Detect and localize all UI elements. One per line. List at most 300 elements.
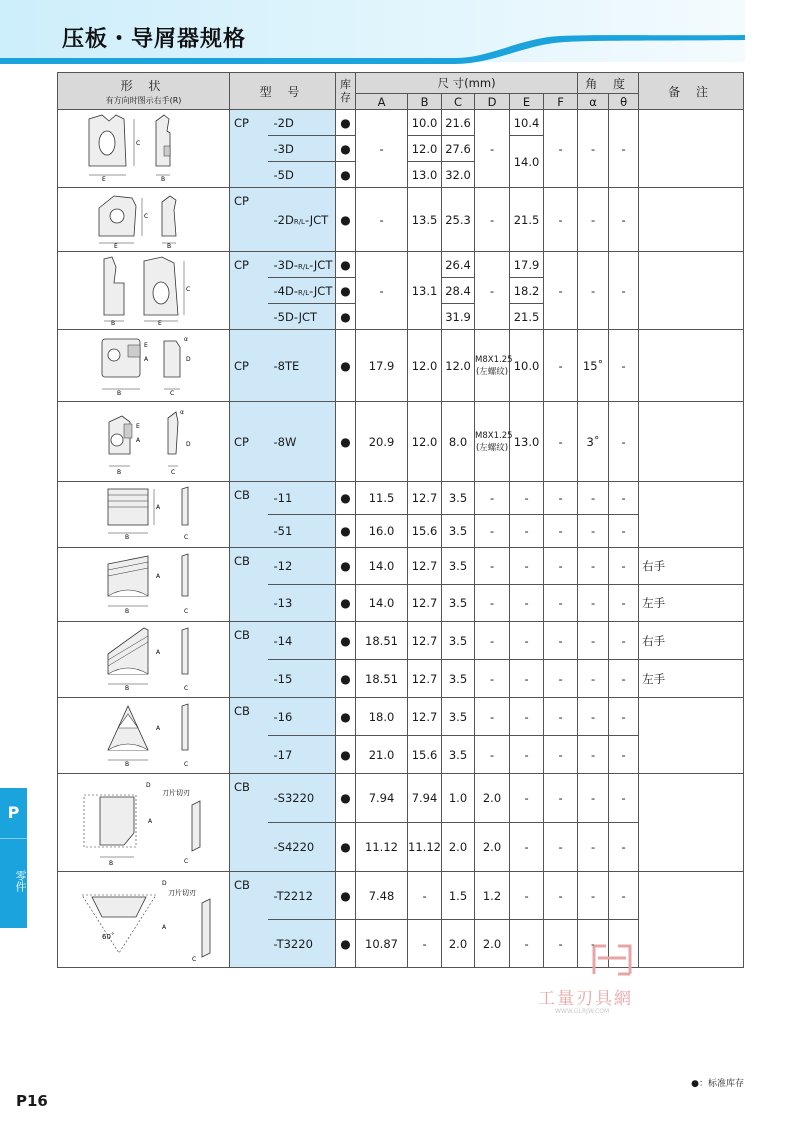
dim-d: -	[475, 515, 510, 548]
dim-d: -	[475, 622, 510, 660]
dim-b: 12.7	[408, 482, 442, 515]
dim-label-a: A	[155, 573, 160, 580]
dim-label-d: D	[161, 880, 167, 887]
dim-a: 17.9	[356, 330, 408, 402]
stock-marker: ●	[336, 660, 356, 698]
stock-marker: ●	[336, 774, 356, 823]
dim-a: 14.0	[356, 585, 408, 622]
model-hand-suffix: R/L	[297, 288, 310, 297]
dim-label-c: C	[183, 685, 188, 692]
dim-f: -	[544, 252, 578, 330]
dim-label-d: D	[185, 441, 191, 448]
drawing-cp-clamp	[64, 111, 224, 183]
dim-c: 2.0	[442, 823, 475, 872]
model-cell: -5D-JCT	[268, 304, 336, 330]
series-code: CP	[230, 110, 268, 188]
shape-drawing-cp-2d-jct	[58, 188, 230, 252]
side-tab-divider	[0, 838, 27, 839]
stock-marker: ●	[336, 278, 356, 304]
remark-cell: 右手	[639, 548, 744, 585]
angle-theta: -	[609, 110, 639, 188]
dim-label-b: B	[110, 320, 115, 325]
dim-b: 12.0	[408, 402, 442, 482]
angle-theta: -	[609, 330, 639, 402]
dim-label-e: E	[113, 243, 118, 248]
drawing-cb-pointed	[64, 624, 224, 692]
drawing-cp-jct-large	[64, 253, 224, 325]
dim-b: 12.0	[408, 330, 442, 402]
stock-marker: ●	[336, 548, 356, 585]
angle-alpha: -	[578, 585, 609, 622]
angle-theta: -	[609, 920, 639, 968]
dim-d: 2.0	[475, 920, 510, 968]
angle-alpha: -	[578, 920, 609, 968]
dim-b: 15.6	[408, 736, 442, 774]
series-code: CB	[230, 548, 268, 622]
angle-alpha: -	[578, 698, 609, 736]
model-cell: -2D	[268, 110, 336, 136]
series-code: CP	[230, 330, 268, 402]
shape-drawing-cb-16	[58, 698, 230, 774]
drawing-cb-square	[64, 775, 224, 867]
page-number: P16	[16, 1092, 48, 1110]
dim-a: -	[356, 110, 408, 188]
dim-d: -	[475, 548, 510, 585]
shape-drawing-cp-2d	[58, 110, 230, 188]
stock-marker: ●	[336, 402, 356, 482]
shape-drawing-cp-8w	[58, 402, 230, 482]
dim-d: 1.2	[475, 872, 510, 920]
drawing-cp-8w	[64, 404, 224, 476]
dim-f: -	[544, 736, 578, 774]
dim-b: 12.7	[408, 585, 442, 622]
dim-c: 3.5	[442, 585, 475, 622]
dim-label-a: A	[155, 649, 160, 656]
dim-c: 3.5	[442, 736, 475, 774]
remark-cell	[639, 482, 744, 548]
dim-e: 14.0	[510, 136, 544, 188]
angle-alpha: -	[578, 188, 609, 252]
header-col-theta: θ	[609, 94, 639, 110]
remark-cell: 左手	[639, 660, 744, 698]
stock-marker: ●	[336, 304, 356, 330]
dim-label-e: E	[135, 423, 140, 430]
model-cell: -15	[268, 660, 336, 698]
dim-label-a: A	[143, 356, 148, 363]
dim-b: 12.0	[408, 136, 442, 162]
dim-e: 21.5	[510, 304, 544, 330]
drawing-cp-8te	[64, 331, 224, 397]
angle-alpha: -	[578, 872, 609, 920]
drawing-cp-jct	[64, 188, 224, 248]
dim-label-c: C	[143, 213, 148, 220]
dim-b: 10.0	[408, 110, 442, 136]
header-shape-label: 形 状	[120, 78, 167, 93]
remark-cell	[639, 110, 744, 188]
dim-label-alpha: α	[179, 409, 184, 416]
dim-c: 21.6	[442, 110, 475, 136]
dim-label-a: A	[135, 437, 140, 444]
angle-theta: -	[609, 548, 639, 585]
angle-alpha: -	[578, 660, 609, 698]
dim-e: -	[510, 872, 544, 920]
model-cell: -13	[268, 585, 336, 622]
dim-a: 11.12	[356, 823, 408, 872]
series-code: CB	[230, 482, 268, 548]
dim-e: 17.9	[510, 252, 544, 278]
dim-d: 2.0	[475, 823, 510, 872]
dim-e: -	[510, 698, 544, 736]
angle-theta: -	[609, 622, 639, 660]
dim-b: 13.0	[408, 162, 442, 188]
header-col-d: D	[475, 94, 510, 110]
header-col-b: B	[408, 94, 442, 110]
model-cell: -S3220	[268, 774, 336, 823]
remark-cell	[639, 330, 744, 402]
remark-cell: 左手	[639, 585, 744, 622]
spec-table	[57, 72, 744, 968]
side-tab-letter: P	[7, 803, 20, 822]
header-stock: 库存	[336, 73, 356, 110]
dim-e: -	[510, 736, 544, 774]
stock-marker: ●	[336, 698, 356, 736]
header-col-c: C	[442, 94, 475, 110]
stock-marker: ●	[336, 330, 356, 402]
dim-b: 13.5	[408, 188, 442, 252]
model-code: -4D-	[273, 283, 298, 298]
dim-d: -	[475, 585, 510, 622]
angle-theta: -	[609, 515, 639, 548]
angle-theta: -	[609, 585, 639, 622]
angle-theta: -	[609, 660, 639, 698]
dim-a: 20.9	[356, 402, 408, 482]
drawing-cb-angled	[64, 550, 224, 616]
dim-e: -	[510, 660, 544, 698]
dim-d: -	[475, 660, 510, 698]
model-cell: -8TE	[268, 330, 336, 402]
angle-alpha: -	[578, 622, 609, 660]
series-code: CB	[230, 872, 268, 968]
angle-alpha: 3˚	[578, 402, 609, 482]
shape-drawing-cb-14	[58, 622, 230, 698]
stock-marker: ●	[336, 515, 356, 548]
dim-d: 2.0	[475, 774, 510, 823]
dim-f: -	[544, 774, 578, 823]
stock-marker: ●	[336, 585, 356, 622]
remark-cell	[639, 402, 744, 482]
dim-label-a: A	[155, 725, 160, 732]
header-angle: 角 度	[578, 73, 639, 94]
header-shape-note: 有方向时图示右手(R)	[105, 95, 182, 105]
dim-e: 13.0	[510, 402, 544, 482]
model-cell: -5D	[268, 162, 336, 188]
remark-cell	[639, 252, 744, 330]
dim-f: -	[544, 920, 578, 968]
dim-e: -	[510, 548, 544, 585]
dim-label-b: B	[124, 534, 129, 541]
dim-label-e: E	[143, 342, 148, 349]
dim-a: 11.5	[356, 482, 408, 515]
dim-a: 18.0	[356, 698, 408, 736]
angle-alpha: 15˚	[578, 330, 609, 402]
dim-c: 12.0	[442, 330, 475, 402]
dim-a: 18.51	[356, 660, 408, 698]
model-cell: -T3220	[268, 920, 336, 968]
series-code: CB	[230, 622, 268, 698]
dim-label-c: C	[183, 858, 188, 865]
dim-d: -	[475, 736, 510, 774]
dim-label-a: A	[147, 818, 152, 825]
dim-c: 3.5	[442, 548, 475, 585]
shape-drawing-cp-8te	[58, 330, 230, 402]
dim-f: -	[544, 698, 578, 736]
dim-a: -	[356, 252, 408, 330]
angle-alpha: -	[578, 515, 609, 548]
dim-d: -	[475, 110, 510, 188]
remark-cell	[639, 774, 744, 872]
dim-f: -	[544, 515, 578, 548]
dim-label-b: B	[124, 685, 129, 692]
dim-e: 21.5	[510, 188, 544, 252]
dim-c: 1.0	[442, 774, 475, 823]
stock-marker: ●	[336, 188, 356, 252]
model-cell	[268, 188, 336, 252]
shape-drawing-cb-11	[58, 482, 230, 548]
dim-label-a: A	[155, 504, 160, 511]
dim-c: 8.0	[442, 402, 475, 482]
blade-edge-label: 刀片切刃	[167, 889, 196, 897]
shape-drawing-cb-12	[58, 548, 230, 622]
header-col-alpha: α	[578, 94, 609, 110]
drawing-cb-triangle-insert	[64, 873, 224, 963]
stock-marker: ●	[336, 622, 356, 660]
dim-c: 27.6	[442, 136, 475, 162]
model-cell: -T2212	[268, 872, 336, 920]
dim-label-c: C	[185, 286, 190, 293]
dim-f: -	[544, 622, 578, 660]
dim-c: 32.0	[442, 162, 475, 188]
dim-d: -	[475, 188, 510, 252]
dim-label-c: C	[170, 469, 175, 476]
stock-legend: ●：标准库存	[691, 1079, 744, 1089]
dim-e: 18.2	[510, 278, 544, 304]
dim-b: 12.7	[408, 548, 442, 585]
angle-alpha: -	[578, 252, 609, 330]
dim-a: 14.0	[356, 548, 408, 585]
angle-theta: -	[609, 872, 639, 920]
model-hand-suffix: R/L	[297, 262, 310, 271]
series-code: CB	[230, 698, 268, 774]
dim-e: -	[510, 774, 544, 823]
watermark-text: 工量刃具網	[538, 989, 633, 1009]
header-col-f: F	[544, 94, 578, 110]
dim-b: 15.6	[408, 515, 442, 548]
model-cell: -3D	[268, 136, 336, 162]
dim-label-b: B	[124, 761, 129, 768]
dim-c: 3.5	[442, 482, 475, 515]
dim-b: 7.94	[408, 774, 442, 823]
remark-cell: 右手	[639, 622, 744, 660]
dim-c: 26.4	[442, 252, 475, 278]
series-code: CP	[230, 402, 268, 482]
dim-e: -	[510, 482, 544, 515]
angle-alpha: -	[578, 110, 609, 188]
dim-c: 2.0	[442, 920, 475, 968]
dim-e: 10.4	[510, 110, 544, 136]
side-tab-label: 零件	[14, 870, 27, 892]
dim-e: -	[510, 585, 544, 622]
dim-f: -	[544, 402, 578, 482]
model-tail: -JCT	[304, 212, 329, 227]
dim-b: -	[408, 920, 442, 968]
angle-theta: -	[609, 736, 639, 774]
stock-marker: ●	[336, 872, 356, 920]
dim-a: 18.51	[356, 622, 408, 660]
model-cell	[268, 252, 336, 278]
series-code: CB	[230, 774, 268, 872]
dim-d-thread: M8X1.25	[475, 430, 513, 441]
model-cell: -14	[268, 622, 336, 660]
dim-d-note: (左螺纹)	[475, 366, 509, 377]
angle-theta: -	[609, 774, 639, 823]
header-remark: 备 注	[639, 73, 744, 110]
model-code: -3D-	[273, 257, 298, 272]
dim-label-e: E	[101, 176, 106, 183]
dim-c: 28.4	[442, 278, 475, 304]
dim-a: 21.0	[356, 736, 408, 774]
angle-alpha: -	[578, 823, 609, 872]
stock-marker: ●	[336, 482, 356, 515]
dim-e: 10.0	[510, 330, 544, 402]
dim-a: 10.87	[356, 920, 408, 968]
dim-a: 7.48	[356, 872, 408, 920]
dim-f: -	[544, 660, 578, 698]
dim-d: -	[475, 698, 510, 736]
header-col-e: E	[510, 94, 544, 110]
model-cell: -11	[268, 482, 336, 515]
page-title: 压板・导屑器规格	[62, 27, 247, 52]
dim-a: 16.0	[356, 515, 408, 548]
stock-marker: ●	[336, 162, 356, 188]
dim-label-c: C	[191, 956, 196, 963]
dim-c: 3.5	[442, 622, 475, 660]
model-cell: -8W	[268, 402, 336, 482]
stock-marker: ●	[336, 736, 356, 774]
header-dimensions: 尺 寸(mm)	[356, 73, 578, 94]
model-tail: -JCT	[309, 283, 333, 298]
dim-label-b: B	[160, 176, 165, 183]
dim-a: 7.94	[356, 774, 408, 823]
dim-f: -	[544, 330, 578, 402]
dim-c: 3.5	[442, 660, 475, 698]
model-cell: -17	[268, 736, 336, 774]
shape-drawing-cp-3d-jct	[58, 252, 230, 330]
dim-label-c: C	[135, 140, 140, 147]
dim-d	[475, 330, 513, 402]
dim-label-c: C	[183, 534, 188, 541]
angle-theta: -	[609, 402, 639, 482]
angle-alpha: -	[578, 548, 609, 585]
angle-theta: -	[609, 823, 639, 872]
model-cell: -12	[268, 548, 336, 585]
dim-f: -	[544, 823, 578, 872]
angle-theta: -	[609, 482, 639, 515]
dim-d-thread: M8X1.25	[475, 354, 513, 365]
model-code: -2D	[273, 212, 294, 227]
dim-b: 12.7	[408, 660, 442, 698]
model-tail: -JCT	[309, 257, 333, 272]
header-shape	[58, 73, 230, 110]
dim-label-c: C	[183, 608, 188, 615]
dim-e: -	[510, 823, 544, 872]
dim-label-e: E	[157, 320, 162, 325]
dim-label-d: D	[145, 782, 151, 789]
drawing-cb-triangle	[64, 700, 224, 768]
dim-c: 25.3	[442, 188, 475, 252]
dim-b: 13.1	[408, 252, 442, 330]
dim-b: 12.7	[408, 698, 442, 736]
model-hand-suffix: R/L	[293, 217, 305, 226]
dim-label-c: C	[169, 390, 174, 397]
dim-b: -	[408, 872, 442, 920]
angle-alpha: -	[578, 774, 609, 823]
model-cell: -51	[268, 515, 336, 548]
shape-drawing-cb-s	[58, 774, 230, 872]
dim-label-d: D	[185, 356, 191, 363]
angle-alpha: -	[578, 736, 609, 774]
dim-f: -	[544, 110, 578, 188]
dim-d: -	[475, 252, 510, 330]
dim-b: 11.12	[408, 823, 442, 872]
model-cell: -S4220	[268, 823, 336, 872]
dim-a: -	[356, 188, 408, 252]
dim-label-c: C	[183, 761, 188, 768]
header-model: 型 号	[230, 73, 336, 110]
dim-c: 3.5	[442, 515, 475, 548]
angle-alpha: -	[578, 482, 609, 515]
header-col-a: A	[356, 94, 408, 110]
angle-60-label: 60˚	[101, 933, 114, 941]
dim-d	[475, 402, 513, 482]
blade-edge-label: 刀片切刃	[161, 789, 190, 797]
model-cell	[268, 278, 336, 304]
dim-c: 1.5	[442, 872, 475, 920]
angle-theta: -	[609, 698, 639, 736]
dim-label-b: B	[116, 390, 121, 397]
dim-label-b: B	[116, 469, 121, 476]
watermark-url: WWW.GLRJW.COM	[555, 1008, 610, 1015]
drawing-cb-chipbreaker	[64, 483, 224, 543]
stock-marker: ●	[336, 823, 356, 872]
dim-label-b: B	[166, 243, 171, 248]
dim-e: -	[510, 515, 544, 548]
series-code: CP	[230, 252, 268, 330]
angle-theta: -	[609, 252, 639, 330]
dim-c: 31.9	[442, 304, 475, 330]
dim-d: -	[475, 482, 510, 515]
dim-b: 12.7	[408, 622, 442, 660]
dim-label-a: A	[161, 924, 166, 931]
dim-f: -	[544, 482, 578, 515]
shape-drawing-cb-t	[58, 872, 230, 968]
model-cell: -16	[268, 698, 336, 736]
dim-f: -	[544, 872, 578, 920]
dim-f: -	[544, 188, 578, 252]
stock-marker: ●	[336, 110, 356, 136]
stock-marker: ●	[336, 136, 356, 162]
stock-marker: ●	[336, 252, 356, 278]
dim-label-b: B	[124, 608, 129, 615]
